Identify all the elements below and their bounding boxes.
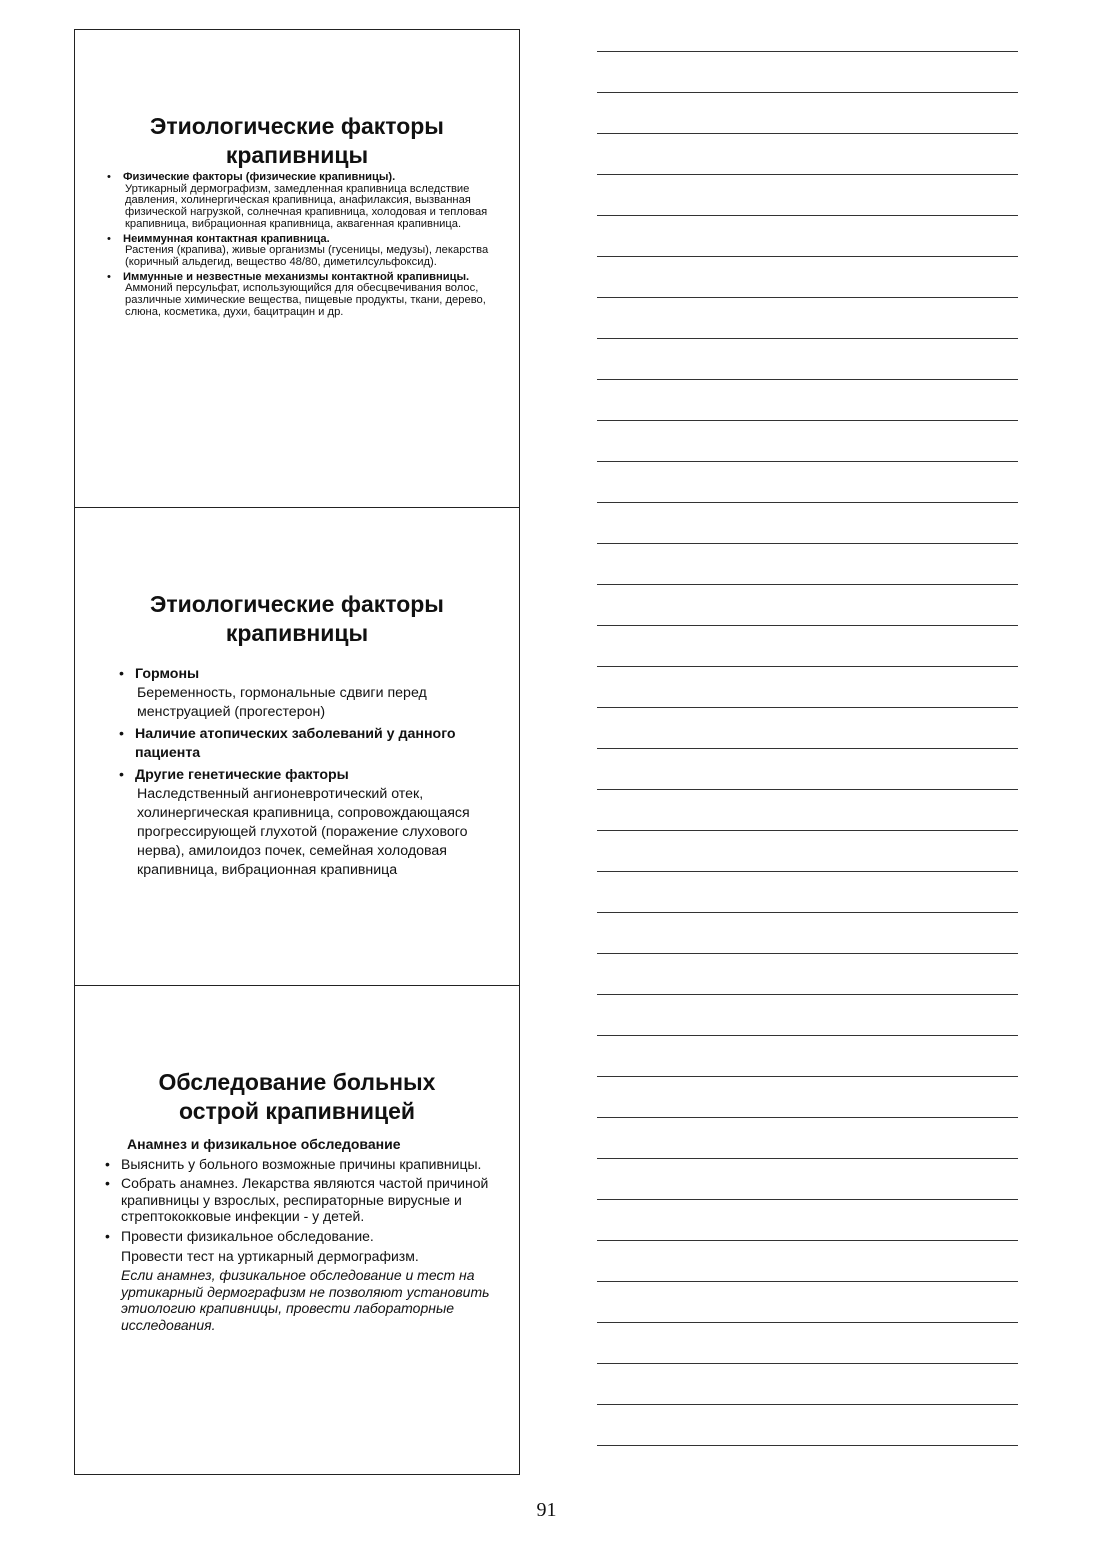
note-line [597,666,1018,667]
note-line [597,871,1018,872]
note-line [597,420,1018,421]
bullet-list [105,172,505,318]
slide-etiology-2 [75,508,519,986]
continuation-text: Провести тест на уртикарный дермографизм. [121,1247,419,1264]
slide-title [75,1068,519,1126]
list-item [105,172,505,231]
note-line [597,1158,1018,1159]
item-text: Наследственный ангионевротический отек, холинергическая крапивница, сопровождающаяся прогрессирующей глухотой (поражение слухового нерва), амилоидоз почек, семейная холодовая крапивница, вибрационная крапивница [137,786,470,878]
note-line [597,379,1018,380]
note-line [597,1322,1018,1323]
list-item [117,766,509,880]
item-text: Растения (крапива), живые организмы (гусеницы, медузы), лекарства (коричный альдегид, вещество 48/80, диметилсульфоксид). [125,244,489,268]
note-line [597,133,1018,134]
note-line [597,748,1018,749]
note-line [597,92,1018,93]
note-line [597,1076,1018,1077]
note-line [597,625,1018,626]
slide-title [75,590,519,648]
list-item: • Провести физикальное обследование. [103,1228,513,1245]
note-line [597,338,1018,339]
slide-examination [75,986,519,1474]
item-text: Беременность, гормональные сдвиги перед менструацией (прогестерон) [137,685,427,720]
list-item [105,272,505,319]
slide-title-line: Этиологические факторы [150,113,444,139]
slide-body [103,1136,513,1334]
item-heading: • Иммунные и незвестные механизмы контактной крапивницы. [123,270,470,283]
note-line [597,502,1018,503]
list-item [117,725,509,763]
note-line [597,1404,1018,1405]
item-heading: • Физические факторы (физические крапивницы). [123,171,396,183]
slide-title-line: крапивницы [225,620,369,646]
item-heading: • Гормоны [135,666,200,682]
note-line [597,215,1018,216]
note-line [597,912,1018,913]
note-line [597,1199,1018,1200]
note-line [597,256,1018,257]
item-heading: • Наличие атопических заболеваний у данного пациента [135,726,456,761]
note-line [597,297,1018,298]
item-text: Уртикарный дермографизм, замедленная крапивница вследствие давления, холинергическая крапивница, анафилаксия, вызванная физической нагрузкой, солнечная крапивница, холодовая и тепловая крапивница, вибрационная крапивница, аквагенная крапивница. [125,182,488,230]
page-number: 91 [536,1499,557,1521]
note-line [597,953,1018,954]
note-line [597,830,1018,831]
note-line [597,461,1018,462]
note-line [597,1035,1018,1036]
note-line [597,1117,1018,1118]
slide-title-line: Этиологические факторы [150,591,444,617]
note-line [597,1281,1018,1282]
italic-note: Если анамнез, физикальное обследование и тест на уртикарный дермографизм не позволяют установить этиологию крапивницы, провести лабораторные исследования. [121,1267,490,1333]
notes-lines [597,51,1018,1486]
item-text: Аммоний персульфат, использующийся для обесцвечивания волос, различные химические вещества, пищевые продукты, ткани, дерево, слюна, косметика, духи, бацитрацин и др. [125,282,486,318]
list-item [105,234,505,269]
note-line [597,994,1018,995]
bullet-list [117,665,509,880]
slide-title-line: острой крапивницей [178,1098,416,1124]
slides-column [74,29,520,1475]
note-line [597,707,1018,708]
list-item: • Выяснить у больного возможные причины крапивницы. [103,1156,513,1173]
slide-etiology-1 [75,30,519,508]
note-line [597,584,1018,585]
slide-body [117,665,509,883]
note-line [597,1363,1018,1364]
note-line [597,1240,1018,1241]
list-item: • Собрать анамнез. Лекарства являются частой причиной крапивницы у взрослых, респираторные вирусные и стрептококковые инфекции - у детей. [103,1175,513,1225]
list-item [117,665,509,722]
slide-title-line: крапивницы [225,142,369,168]
item-heading: • Неиммунная контактная крапивница. [123,232,330,245]
note-line [597,51,1018,52]
slide-subheading: Анамнез и физикальное обследование [127,1136,401,1152]
slide-body [105,172,505,321]
note-line [597,1445,1018,1446]
note-line [597,174,1018,175]
bullet-list [103,1156,513,1245]
note-line [597,789,1018,790]
item-heading: • Другие генетические факторы [135,767,349,783]
note-line [597,543,1018,544]
slide-title [75,112,519,170]
slide-title-line: Обследование больных [158,1069,436,1095]
